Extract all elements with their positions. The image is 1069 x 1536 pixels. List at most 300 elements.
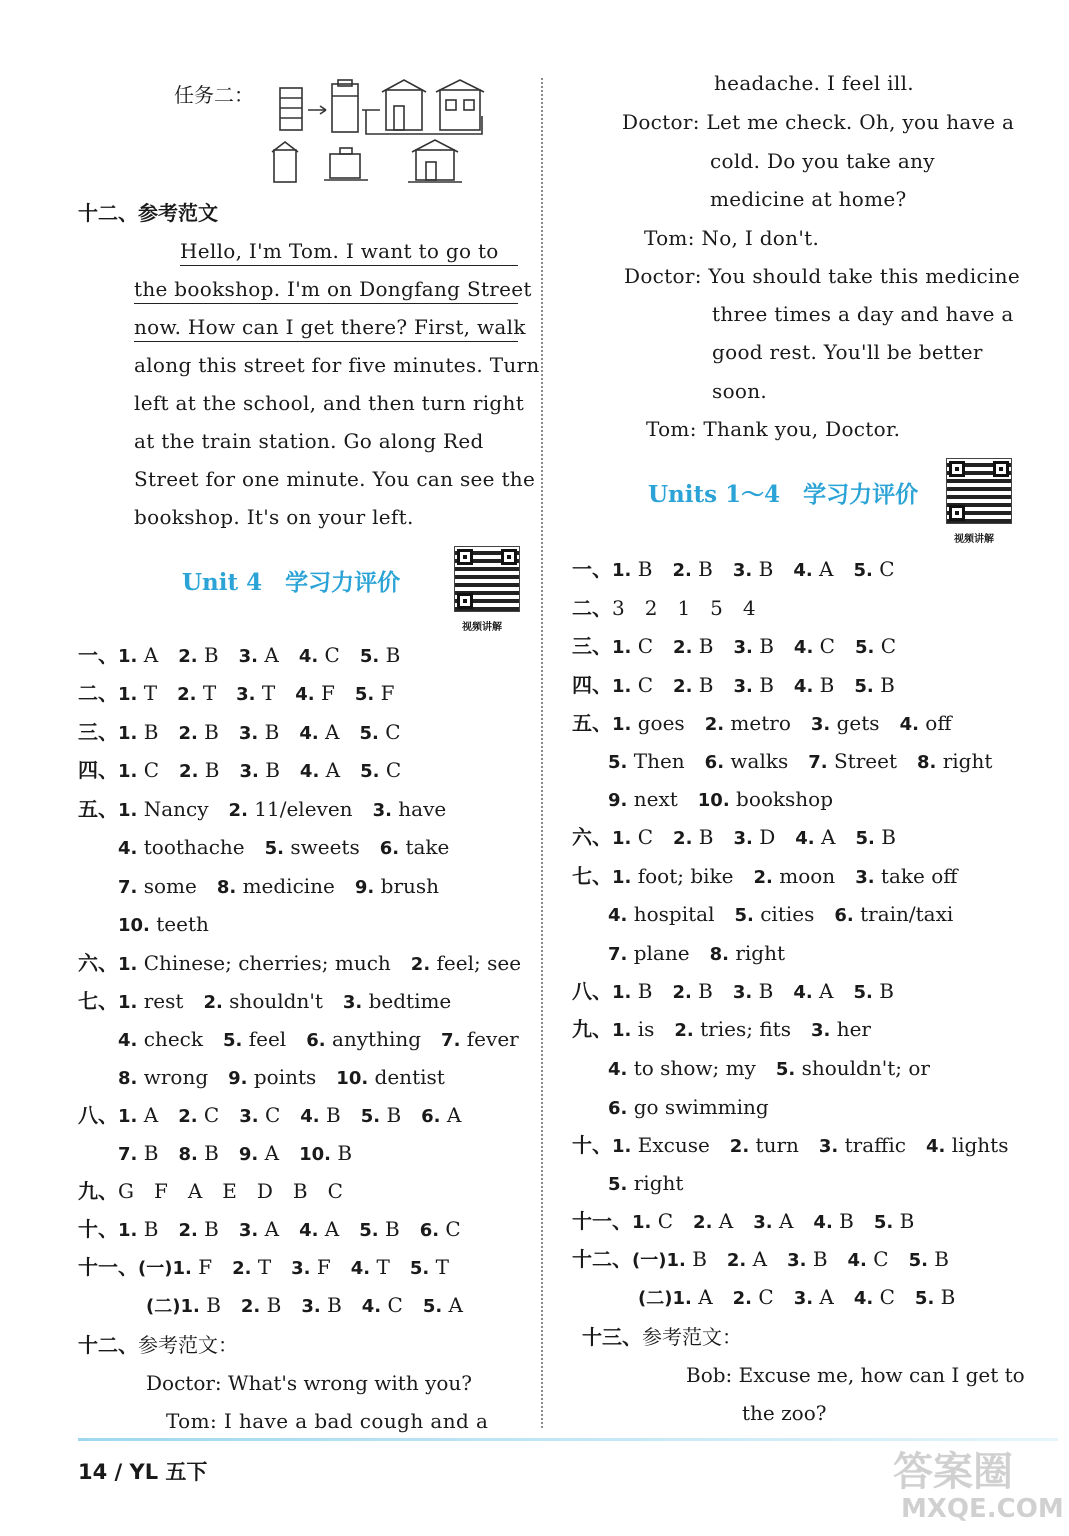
answer-item xyxy=(229,797,353,821)
item-number: 2. xyxy=(232,1258,252,1279)
item-number: 10. xyxy=(299,1144,331,1165)
item-number: 5. xyxy=(264,838,284,859)
item-answer: Street xyxy=(833,749,897,773)
item-number: 1. xyxy=(118,800,138,821)
item-number: 7. xyxy=(608,944,628,965)
answer-item xyxy=(239,1103,280,1127)
answer-item xyxy=(306,1027,421,1051)
item-number: 3. xyxy=(818,1136,839,1157)
answer-item xyxy=(733,979,773,1003)
answer-item xyxy=(118,989,183,1013)
answer-item xyxy=(118,835,245,859)
answer-row xyxy=(78,1102,461,1130)
answer-item xyxy=(854,557,895,581)
answer-row xyxy=(78,988,451,1016)
item-number: 5. xyxy=(873,1212,894,1233)
answer-item xyxy=(138,1255,212,1279)
item-answer: C xyxy=(657,1209,674,1233)
dialog-line: headache. I feel ill. xyxy=(714,71,914,95)
item-answer: F xyxy=(316,1255,331,1279)
item-number: 3. xyxy=(733,828,753,849)
item-answer: gets xyxy=(836,711,880,735)
answer-item xyxy=(355,681,395,705)
answer-item xyxy=(239,643,279,667)
item-answer: Bob: Excuse me, how can I get to xyxy=(686,1363,1025,1387)
item-number: 6. xyxy=(421,1106,441,1127)
item-answer: medicine xyxy=(242,874,335,898)
answer-item xyxy=(178,643,218,667)
item-number: 2. xyxy=(704,714,725,735)
item-answer: hospital xyxy=(633,902,715,926)
answer-item xyxy=(360,758,401,782)
item-number: 1. xyxy=(118,992,138,1013)
answer-item xyxy=(360,643,400,667)
answer-item xyxy=(146,1371,472,1395)
item-answer: B xyxy=(143,1141,159,1165)
answer-item xyxy=(855,825,895,849)
watermark-logo xyxy=(887,1438,1064,1528)
item-number: 1. xyxy=(612,867,632,888)
column-divider xyxy=(541,78,543,1428)
answer-item xyxy=(793,557,833,581)
item-answer: B xyxy=(266,1293,282,1317)
answer-item xyxy=(118,1027,203,1051)
item-number: 1. xyxy=(612,560,632,581)
item-answer: B xyxy=(940,1285,956,1309)
question-label: 四、 xyxy=(572,673,612,697)
item-answer: plane xyxy=(633,941,690,965)
item-answer: C xyxy=(879,1285,895,1309)
item-answer: B xyxy=(386,1103,402,1127)
item-number: 6. xyxy=(306,1030,326,1051)
item-answer: 3 2 1 5 4 xyxy=(612,596,756,620)
item-answer: B xyxy=(203,643,219,667)
item-number: 8. xyxy=(178,1144,198,1165)
item-answer: T xyxy=(376,1255,390,1279)
item-number: 2. xyxy=(178,723,198,744)
item-answer: T xyxy=(257,1255,272,1279)
item-number: 10. xyxy=(697,790,730,811)
answer-item xyxy=(295,681,335,705)
answer-item xyxy=(915,1285,955,1309)
item-number: 7. xyxy=(118,1144,138,1165)
item-number: 1. xyxy=(118,1106,138,1127)
item-number: 4. xyxy=(361,1296,382,1317)
item-answer: C xyxy=(324,643,340,667)
item-number: 5. xyxy=(359,723,379,744)
item-number: 3. xyxy=(753,1212,773,1233)
item-answer: C xyxy=(445,1217,461,1241)
question-label: 十一、 xyxy=(78,1255,138,1279)
item-number: 2. xyxy=(753,867,773,888)
item-answer: B xyxy=(880,673,895,697)
item-answer: brush xyxy=(380,874,440,898)
answer-item xyxy=(380,835,450,859)
answer-item xyxy=(855,864,957,888)
question-label: 三、 xyxy=(78,720,118,744)
answer-item xyxy=(612,634,653,658)
answer-row xyxy=(608,901,953,929)
answer-item xyxy=(819,1133,906,1157)
item-answer: A xyxy=(446,1103,462,1127)
item-number: 10. xyxy=(336,1068,369,1089)
answer-item xyxy=(241,1293,281,1317)
item-answer: bookshop xyxy=(736,787,834,811)
item-answer: points xyxy=(253,1065,317,1089)
answer-item xyxy=(608,1056,756,1080)
answer-row xyxy=(118,873,439,901)
item-number: 2. xyxy=(673,637,693,658)
answer-row xyxy=(608,748,992,776)
question-label: 十二、 xyxy=(572,1247,632,1271)
item-answer: A xyxy=(819,557,834,581)
item-number: 8. xyxy=(118,1068,138,1089)
item-answer: C xyxy=(143,758,160,782)
item-number: 5. xyxy=(222,1030,243,1051)
item-number: 3. xyxy=(342,992,363,1013)
dialog-line: good rest. You'll be better xyxy=(712,340,983,364)
answer-row xyxy=(118,1140,352,1168)
qr-code[interactable] xyxy=(454,546,520,612)
answer-row xyxy=(572,1016,871,1044)
item-answer: B xyxy=(881,825,896,849)
answer-item xyxy=(608,1171,683,1195)
answer-item xyxy=(642,1325,742,1349)
answer-item xyxy=(733,557,773,581)
answer-item xyxy=(811,711,880,735)
item-number: (一)1. xyxy=(632,1250,686,1271)
answer-item xyxy=(848,1247,889,1271)
question-label: 一、 xyxy=(78,643,118,667)
question-label: 二、 xyxy=(572,596,612,620)
answer-row xyxy=(166,1408,534,1434)
essay-line: now. How can I get there? First, walk xyxy=(134,314,518,342)
answer-item xyxy=(754,864,836,888)
question-label: 十一、 xyxy=(572,1209,632,1233)
answer-item xyxy=(733,825,775,849)
answer-item xyxy=(420,1217,461,1241)
item-answer: moon xyxy=(779,864,836,888)
item-answer: A xyxy=(143,1103,159,1127)
answer-item xyxy=(733,673,773,697)
answer-item xyxy=(361,1103,401,1127)
answer-row xyxy=(78,1332,238,1358)
answer-item xyxy=(223,1027,286,1051)
item-number: 1. xyxy=(118,761,138,782)
question-label: 八、 xyxy=(572,979,612,1003)
answer-item xyxy=(146,1293,221,1317)
answer-item xyxy=(608,941,690,965)
item-number: (二)1. xyxy=(146,1296,200,1317)
item-answer: Excuse xyxy=(637,1133,710,1157)
essay-line: bookshop. It's on your left. xyxy=(134,505,414,529)
item-answer: B xyxy=(206,1293,221,1317)
item-number: 1. xyxy=(118,646,138,667)
item-number: 9. xyxy=(238,1144,259,1165)
answer-item xyxy=(834,902,953,926)
item-number: 3. xyxy=(732,560,753,581)
item-number: 1. xyxy=(118,1220,138,1241)
answer-item xyxy=(926,1133,1009,1157)
item-number: 8. xyxy=(916,752,937,773)
answer-item xyxy=(265,835,360,859)
item-number: 5. xyxy=(734,905,754,926)
question-label: 二、 xyxy=(78,681,118,705)
item-number: 2. xyxy=(178,1106,198,1127)
item-number: 7. xyxy=(441,1030,461,1051)
answer-item xyxy=(727,1247,767,1271)
item-number: 2. xyxy=(178,1220,198,1241)
item-answer: the zoo? xyxy=(742,1401,827,1425)
item-number: 5. xyxy=(854,637,875,658)
answer-item xyxy=(808,749,897,773)
essay-line: along this street for five minutes. Turn xyxy=(134,353,540,377)
answer-item xyxy=(612,825,653,849)
item-answer: C xyxy=(387,1293,403,1317)
answer-item xyxy=(608,1095,769,1119)
answer-item xyxy=(734,902,814,926)
answer-item xyxy=(138,1333,238,1357)
item-number: 1. xyxy=(118,723,138,744)
essay-line: at the train station. Go along Red xyxy=(134,429,484,453)
answer-item xyxy=(612,979,652,1003)
answer-item xyxy=(705,711,791,735)
item-answer: C xyxy=(385,758,402,782)
item-answer: A xyxy=(698,1285,713,1309)
item-answer: B xyxy=(204,1217,219,1241)
item-number: 2. xyxy=(240,1296,261,1317)
item-answer: A xyxy=(264,1141,280,1165)
item-answer: 11/eleven xyxy=(254,797,353,821)
answer-item xyxy=(118,1179,343,1203)
answer-row xyxy=(572,1246,949,1274)
item-answer: C xyxy=(758,1285,774,1309)
item-number: 3. xyxy=(238,723,259,744)
item-number: 4. xyxy=(295,684,315,705)
item-number: 3. xyxy=(733,676,753,697)
item-number: 9. xyxy=(608,790,628,811)
item-answer: C xyxy=(879,557,895,581)
item-number: 5. xyxy=(775,1059,796,1080)
item-number: 8. xyxy=(709,944,729,965)
question-label: 八、 xyxy=(78,1103,118,1127)
item-answer: T xyxy=(202,681,217,705)
item-answer: B xyxy=(204,720,219,744)
answer-row xyxy=(572,824,896,852)
item-number: 4. xyxy=(793,982,813,1003)
section12-label: 十二、参考范文 xyxy=(78,201,218,225)
answer-item xyxy=(239,1141,279,1165)
answer-item xyxy=(299,1217,339,1241)
item-number: 1. xyxy=(612,714,632,735)
item-answer: A xyxy=(448,1293,463,1317)
answer-item xyxy=(612,864,734,888)
item-answer: off xyxy=(925,711,952,735)
item-number: 4. xyxy=(298,646,319,667)
answer-row xyxy=(572,863,957,891)
answer-row xyxy=(78,680,394,708)
item-number: 5. xyxy=(854,676,874,697)
item-answer: C xyxy=(819,634,835,658)
answer-row xyxy=(78,1216,461,1244)
essay-line: Hello, I'm Tom. I want to go to xyxy=(180,238,518,266)
item-answer: B xyxy=(934,1247,949,1271)
answer-item xyxy=(787,1247,827,1271)
item-number: 3. xyxy=(236,684,256,705)
item-answer: A xyxy=(718,1209,734,1233)
item-number: 4. xyxy=(899,714,919,735)
answer-item xyxy=(118,1103,158,1127)
answer-item xyxy=(900,711,952,735)
answer-item xyxy=(359,1217,399,1241)
answer-item xyxy=(693,1209,733,1233)
answer-row xyxy=(608,1094,769,1122)
item-answer: tries; fits xyxy=(700,1017,791,1041)
answer-item xyxy=(178,1141,218,1165)
item-number: 9. xyxy=(354,877,375,898)
answer-item xyxy=(228,1065,316,1089)
answer-item xyxy=(672,979,712,1003)
answer-row xyxy=(78,1178,343,1204)
item-answer: F xyxy=(320,681,335,705)
answer-row xyxy=(572,556,895,584)
item-number: 1. xyxy=(632,1212,652,1233)
item-answer: B xyxy=(692,1247,707,1271)
item-answer: wrong xyxy=(143,1065,209,1089)
item-answer: A xyxy=(143,643,159,667)
item-answer: sweets xyxy=(290,835,360,859)
answer-item xyxy=(236,681,275,705)
answer-item xyxy=(118,643,158,667)
item-answer: B xyxy=(264,720,280,744)
item-number: 3. xyxy=(810,714,831,735)
item-number: 3. xyxy=(238,1220,259,1241)
item-number: 9. xyxy=(228,1068,248,1089)
item-answer: cities xyxy=(760,902,815,926)
item-answer: shouldn't; or xyxy=(801,1056,930,1080)
item-answer: Nancy xyxy=(143,797,209,821)
item-number: 4. xyxy=(118,1030,138,1051)
answer-item xyxy=(291,1255,331,1279)
qr-caption: 视频讲解 xyxy=(954,534,994,545)
item-number: 1. xyxy=(612,637,632,658)
answer-item xyxy=(118,720,158,744)
item-answer: B xyxy=(384,1217,400,1241)
item-answer: right xyxy=(633,1171,684,1195)
answer-item xyxy=(854,1285,895,1309)
essay-line: Street for one minute. You can see the xyxy=(134,467,536,491)
item-answer: A xyxy=(264,1217,280,1241)
item-number: 1. xyxy=(612,676,632,697)
question-label: 十、 xyxy=(572,1133,612,1157)
item-answer: Then xyxy=(633,749,685,773)
answer-item xyxy=(612,596,756,620)
qr-code[interactable] xyxy=(946,458,1012,524)
item-answer: A xyxy=(821,825,836,849)
item-number: 2. xyxy=(729,1136,750,1157)
item-number: 2. xyxy=(228,800,248,821)
dialog-line: Doctor: Let me check. Oh, you have a xyxy=(622,110,1015,134)
answer-item xyxy=(608,749,685,773)
item-answer: walks xyxy=(730,749,789,773)
item-answer: C xyxy=(264,1103,281,1127)
item-answer: A xyxy=(264,643,279,667)
item-answer: anything xyxy=(331,1027,422,1051)
item-number: 5. xyxy=(608,752,628,773)
answer-row xyxy=(572,633,896,661)
item-answer: B xyxy=(637,979,653,1003)
item-answer: lights xyxy=(951,1133,1009,1157)
item-number: 4. xyxy=(608,1059,628,1080)
answer-item xyxy=(608,902,714,926)
answer-item xyxy=(343,989,451,1013)
item-answer: B xyxy=(819,673,835,697)
item-answer: is xyxy=(637,1017,655,1041)
item-answer: B xyxy=(698,557,713,581)
question-label: 九、 xyxy=(572,1017,612,1041)
item-number: 3. xyxy=(787,1250,807,1271)
item-number: 4. xyxy=(813,1212,833,1233)
item-number: 2. xyxy=(179,761,199,782)
answer-row xyxy=(608,786,833,814)
answer-row xyxy=(572,595,756,621)
item-answer: B xyxy=(204,1141,219,1165)
item-answer: A xyxy=(819,979,834,1003)
answer-item xyxy=(632,1247,707,1271)
item-answer: 参考范文： xyxy=(138,1333,238,1357)
item-answer: check xyxy=(143,1027,203,1051)
item-answer: teeth xyxy=(156,912,209,936)
item-answer: some xyxy=(143,874,197,898)
answer-row xyxy=(686,1362,1025,1388)
item-number: 6. xyxy=(834,905,854,926)
item-number: 2. xyxy=(672,560,692,581)
answer-row xyxy=(572,978,894,1006)
answer-row xyxy=(78,1254,449,1282)
answer-item xyxy=(118,912,209,936)
answer-item xyxy=(854,979,894,1003)
answer-item xyxy=(239,1217,279,1241)
item-number: 3. xyxy=(301,1296,321,1317)
task-label: 任务二： xyxy=(174,83,254,107)
item-answer: B xyxy=(385,643,401,667)
item-answer: take xyxy=(405,835,450,859)
item-number: 5. xyxy=(360,1106,381,1127)
qr-caption: 视频讲解 xyxy=(462,622,502,633)
item-number: 2. xyxy=(672,982,692,1003)
answer-item xyxy=(874,1209,914,1233)
item-answer: rest xyxy=(143,989,184,1013)
item-answer: Doctor: What's wrong with you? xyxy=(146,1371,473,1395)
item-number: 5. xyxy=(354,684,375,705)
answer-row xyxy=(118,1026,519,1054)
item-answer: C xyxy=(203,1103,220,1127)
item-answer: B xyxy=(879,979,894,1003)
answer-item xyxy=(177,681,216,705)
answer-row xyxy=(608,1170,683,1198)
answer-item xyxy=(441,1027,519,1051)
answer-item xyxy=(362,1293,403,1317)
item-answer: B xyxy=(637,557,653,581)
item-number: 1. xyxy=(612,982,632,1003)
item-number: 4. xyxy=(299,761,320,782)
item-number: 3. xyxy=(239,761,259,782)
item-number: 4. xyxy=(118,838,138,859)
item-answer: goes xyxy=(637,711,685,735)
answer-item xyxy=(232,1255,271,1279)
item-number: 3. xyxy=(855,867,875,888)
item-number: 2. xyxy=(726,1250,747,1271)
